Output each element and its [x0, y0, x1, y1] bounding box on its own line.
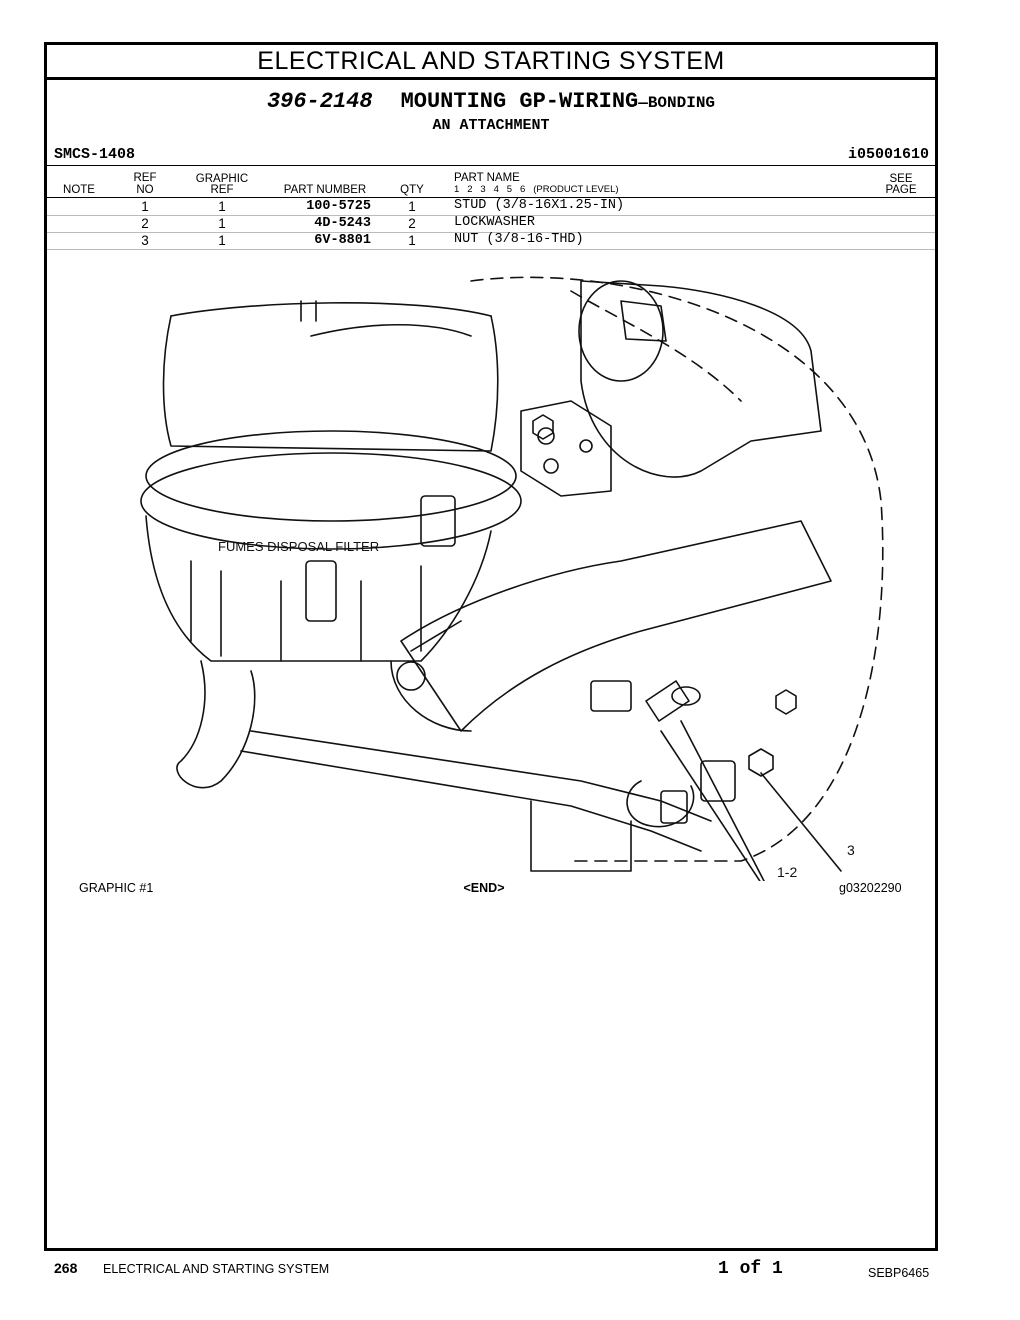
footer-section-name: ELECTRICAL AND STARTING SYSTEM	[103, 1262, 330, 1276]
row1-ref: 1	[141, 199, 149, 214]
pipe-clamp-line	[411, 621, 461, 651]
leader-line-1-2	[661, 731, 773, 881]
junction-block	[591, 681, 631, 711]
row3-part-name: NUT (3/8-16-THD)	[454, 232, 584, 247]
row2-graphic-ref: 1	[218, 216, 226, 231]
bracket-hole-3	[580, 440, 592, 452]
col-graphic-ref-top: GRAPHIC	[195, 173, 249, 185]
bracket-hole-2	[544, 459, 558, 473]
smcs-code: SMCS-1408	[54, 146, 136, 163]
col-product-level: 1 2 3 4 5 6 (PRODUCT LEVEL)	[454, 184, 619, 195]
row2-part-number: 4D-5243	[314, 216, 371, 231]
row3-rule	[47, 249, 935, 250]
col-ref-no-bottom: NO	[136, 184, 154, 196]
row1-part-name: STUD (3/8-16X1.25-IN)	[454, 198, 625, 213]
row2-ref: 2	[141, 216, 149, 231]
end-marker: <END>	[463, 881, 505, 895]
filter-outlet-port	[397, 662, 425, 690]
row1-part-number: 100-5725	[306, 199, 371, 214]
right-clamp	[621, 301, 666, 341]
group-part-title: MOUNTING GP-WIRING	[400, 89, 639, 114]
filter-band-upper	[146, 431, 516, 521]
attachment-subtitle: AN ATTACHMENT	[432, 117, 550, 134]
filter-lower-body	[146, 516, 491, 661]
group-part-number: 396-2148	[266, 89, 373, 114]
left-hose	[177, 661, 255, 788]
callout-3: 3	[847, 842, 855, 858]
filter-label: FUMES DISPOSAL FILTER	[218, 539, 380, 554]
row1-qty: 1	[408, 199, 416, 214]
right-cylinder	[581, 281, 821, 477]
parts-illustration	[101, 261, 911, 881]
col-part-name: PART NAME	[454, 172, 520, 184]
bolt-2	[776, 690, 796, 714]
section-title: ELECTRICAL AND STARTING SYSTEM	[47, 45, 935, 80]
row3-graphic-ref: 1	[218, 233, 226, 248]
filter-band-lower	[141, 453, 521, 549]
graphic-caption: GRAPHIC #1	[79, 881, 154, 895]
page-frame	[44, 42, 938, 1251]
page-of: 1 of 1	[718, 1259, 783, 1279]
row1-graphic-ref: 1	[218, 199, 226, 214]
filter-top-edge	[311, 325, 471, 336]
bolt-1	[533, 415, 553, 439]
harness-connector	[701, 761, 735, 801]
filter-outlet	[391, 661, 471, 731]
group-part-suffix: —BONDING	[638, 94, 716, 112]
row2-part-name: LOCKWASHER	[454, 215, 536, 230]
part-title-line	[47, 89, 935, 116]
right-cylinder-end	[579, 281, 663, 381]
graphic-id: g03202290	[839, 881, 902, 895]
col-qty: QTY	[400, 184, 424, 196]
row3-ref: 3	[141, 233, 149, 248]
col-graphic-ref-bottom: REF	[210, 184, 234, 196]
bracket-hole-1	[538, 428, 554, 444]
document-id: i05001610	[847, 146, 929, 163]
callout-1-2: 1-2	[777, 864, 798, 880]
mounting-bracket	[521, 401, 611, 496]
col-see-page-bottom: PAGE	[885, 184, 917, 196]
nut-part	[749, 749, 773, 776]
row3-part-number: 6V-8801	[314, 233, 371, 248]
dashed-housing-edge	[571, 291, 741, 401]
publication-number: SEBP6465	[868, 1266, 930, 1280]
main-pipe	[401, 521, 831, 731]
page-number: 268	[54, 1260, 78, 1276]
row3-qty: 1	[408, 233, 416, 248]
frame-rail	[241, 731, 711, 851]
row2-qty: 2	[408, 216, 416, 231]
filter-latch-front	[306, 561, 336, 621]
filter-top-rim	[171, 303, 491, 316]
col-ref-no-top: REF	[133, 172, 157, 184]
col-part-number: PART NUMBER	[283, 184, 367, 196]
col-see-page-top: SEE	[889, 173, 913, 185]
table-top-rule	[47, 165, 935, 166]
col-note: NOTE	[63, 184, 95, 196]
